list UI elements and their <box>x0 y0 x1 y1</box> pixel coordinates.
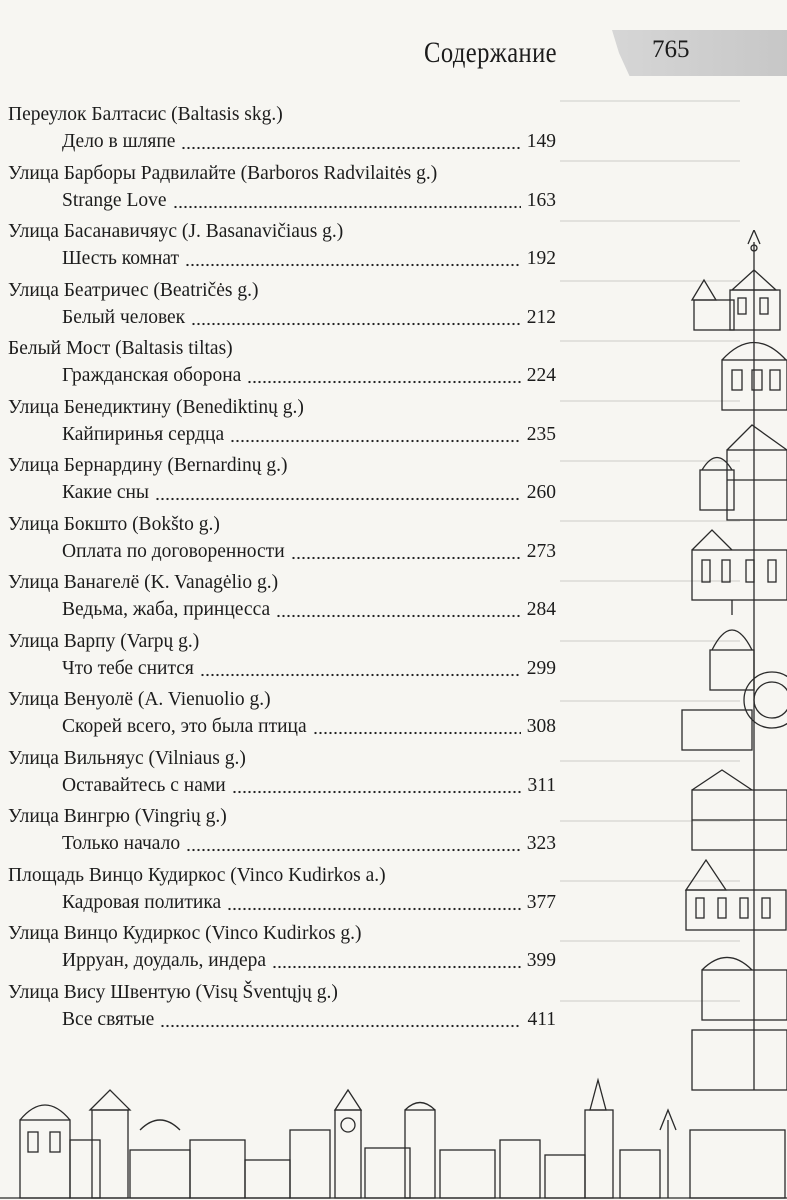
story-row <box>62 890 556 916</box>
story-page-number: 311 <box>527 774 556 796</box>
dot-leader <box>173 205 521 209</box>
street-name: Улица Беатричес (Beatričės g.) <box>8 279 259 301</box>
dot-leader <box>247 380 520 384</box>
story-title: Какие сны <box>62 482 150 503</box>
dot-leader <box>313 731 521 735</box>
story-title: Что тебе снится <box>62 657 194 679</box>
story-title: Только начало <box>62 833 181 854</box>
dot-leader <box>186 848 521 852</box>
dot-leader <box>230 439 521 443</box>
story-page-number: 235 <box>526 423 556 445</box>
story-title: Все святые <box>62 1008 155 1030</box>
dot-leader <box>200 673 521 677</box>
page-title: Содержание <box>424 36 558 69</box>
street-name: Переулок Балтасис (Baltasis skg.) <box>8 104 283 125</box>
story-title: Оплата по договоренности <box>62 540 285 562</box>
street-name: Улица Венуолё (A. Vienuolio g.) <box>8 689 271 710</box>
story-row <box>62 129 556 155</box>
story-page-number: 284 <box>526 599 556 620</box>
toc-entry <box>0 980 560 1039</box>
story-row <box>62 656 556 682</box>
street-name: Улица Барборы Радвилайте (Barboros Radvilaitės g.) <box>8 162 438 184</box>
street-name: Улица Варпу (Varpų g.) <box>8 630 200 652</box>
street-name: Улица Ванагелё (K. Vanagėlio g.) <box>8 572 279 593</box>
story-page-number: 212 <box>526 306 556 328</box>
story-page-number: 377 <box>526 891 556 913</box>
city-skyline-illustration <box>0 1070 787 1200</box>
toc-entry <box>0 863 560 922</box>
toc-entry <box>0 453 560 512</box>
page-number-tab <box>612 30 787 76</box>
story-row <box>62 246 556 272</box>
story-page-number: 411 <box>527 1008 556 1030</box>
story-row <box>62 188 556 214</box>
toc-entry <box>0 921 560 980</box>
street-name: Улица Бокшто (Bokšto g.) <box>8 513 220 535</box>
dot-leader <box>185 263 521 267</box>
page-header <box>0 22 787 82</box>
story-title: Гражданская оборона <box>62 365 242 386</box>
city-towers-illustration <box>672 230 787 1110</box>
story-title: Ведьма, жаба, принцесса <box>62 599 271 620</box>
story-page-number: 323 <box>526 833 556 854</box>
story-row <box>62 948 556 974</box>
dot-leader <box>291 556 521 560</box>
dot-leader <box>227 907 521 911</box>
dot-leader <box>160 1024 521 1028</box>
toc-entry <box>0 687 560 746</box>
story-page-number: 224 <box>526 365 556 386</box>
street-name: Улица Бернардину (Bernardinų g.) <box>8 455 288 476</box>
story-page-number: 308 <box>526 716 556 737</box>
story-row <box>62 422 556 448</box>
street-name: Площадь Винцо Кудиркос (Vinco Kudirkos a.) <box>8 864 386 886</box>
toc-entry <box>0 219 560 278</box>
dot-leader <box>155 497 521 501</box>
story-row <box>62 773 556 799</box>
dot-leader <box>232 790 522 794</box>
toc-entry <box>0 161 560 220</box>
toc-entry <box>0 804 560 863</box>
story-row <box>62 363 556 389</box>
story-title: Кадровая политика <box>62 891 222 913</box>
story-row <box>62 714 556 740</box>
story-title: Скорей всего, это была птица <box>62 716 307 737</box>
toc-entry <box>0 395 560 454</box>
story-page-number: 273 <box>526 540 556 562</box>
story-page-number: 399 <box>526 950 556 971</box>
story-title: Strange Love <box>62 189 167 211</box>
story-page-number: 163 <box>526 189 556 211</box>
toc-entry <box>0 102 560 161</box>
story-title: Ирруан, доудаль, индера <box>62 950 267 971</box>
story-page-number: 149 <box>526 131 556 152</box>
toc-entry <box>0 336 560 395</box>
dot-leader <box>181 146 520 150</box>
street-name: Улица Винцо Кудиркос (Vinco Kudirkos g.) <box>8 923 362 944</box>
story-row <box>62 597 556 623</box>
toc-entry <box>0 570 560 629</box>
story-row <box>62 1007 556 1033</box>
story-row <box>62 831 556 857</box>
table-of-contents <box>0 102 560 1038</box>
street-name: Улица Вильняус (Vilniaus g.) <box>8 747 246 769</box>
toc-entry <box>0 629 560 688</box>
story-page-number: 192 <box>526 248 556 269</box>
story-row <box>62 539 556 565</box>
story-title: Кайпиринья сердца <box>62 423 225 445</box>
story-title: Оставайтесь с нами <box>62 774 226 796</box>
dot-leader <box>276 614 521 618</box>
story-title: Шесть комнат <box>62 248 180 269</box>
dot-leader <box>272 965 521 969</box>
toc-entry <box>0 512 560 571</box>
story-page-number: 260 <box>526 482 556 503</box>
street-name: Улица Басанавичяус (J. Basanavičiaus g.) <box>8 221 344 242</box>
street-name: Белый Мост (Baltasis tiltas) <box>8 338 233 359</box>
dot-leader <box>191 322 521 326</box>
story-page-number: 299 <box>526 657 556 679</box>
street-name: Улица Вингрю (Vingrių g.) <box>8 806 227 827</box>
toc-entry <box>0 746 560 805</box>
page-number: 765 <box>652 36 690 63</box>
street-name: Улица Вису Швентую (Visų Šventųjų g.) <box>8 981 338 1003</box>
story-row <box>62 480 556 506</box>
story-title: Дело в шляпе <box>62 131 176 152</box>
story-row <box>62 305 556 331</box>
toc-entry <box>0 278 560 337</box>
street-name: Улица Бенедиктину (Benediktinų g.) <box>8 396 304 418</box>
story-title: Белый человек <box>62 306 186 328</box>
